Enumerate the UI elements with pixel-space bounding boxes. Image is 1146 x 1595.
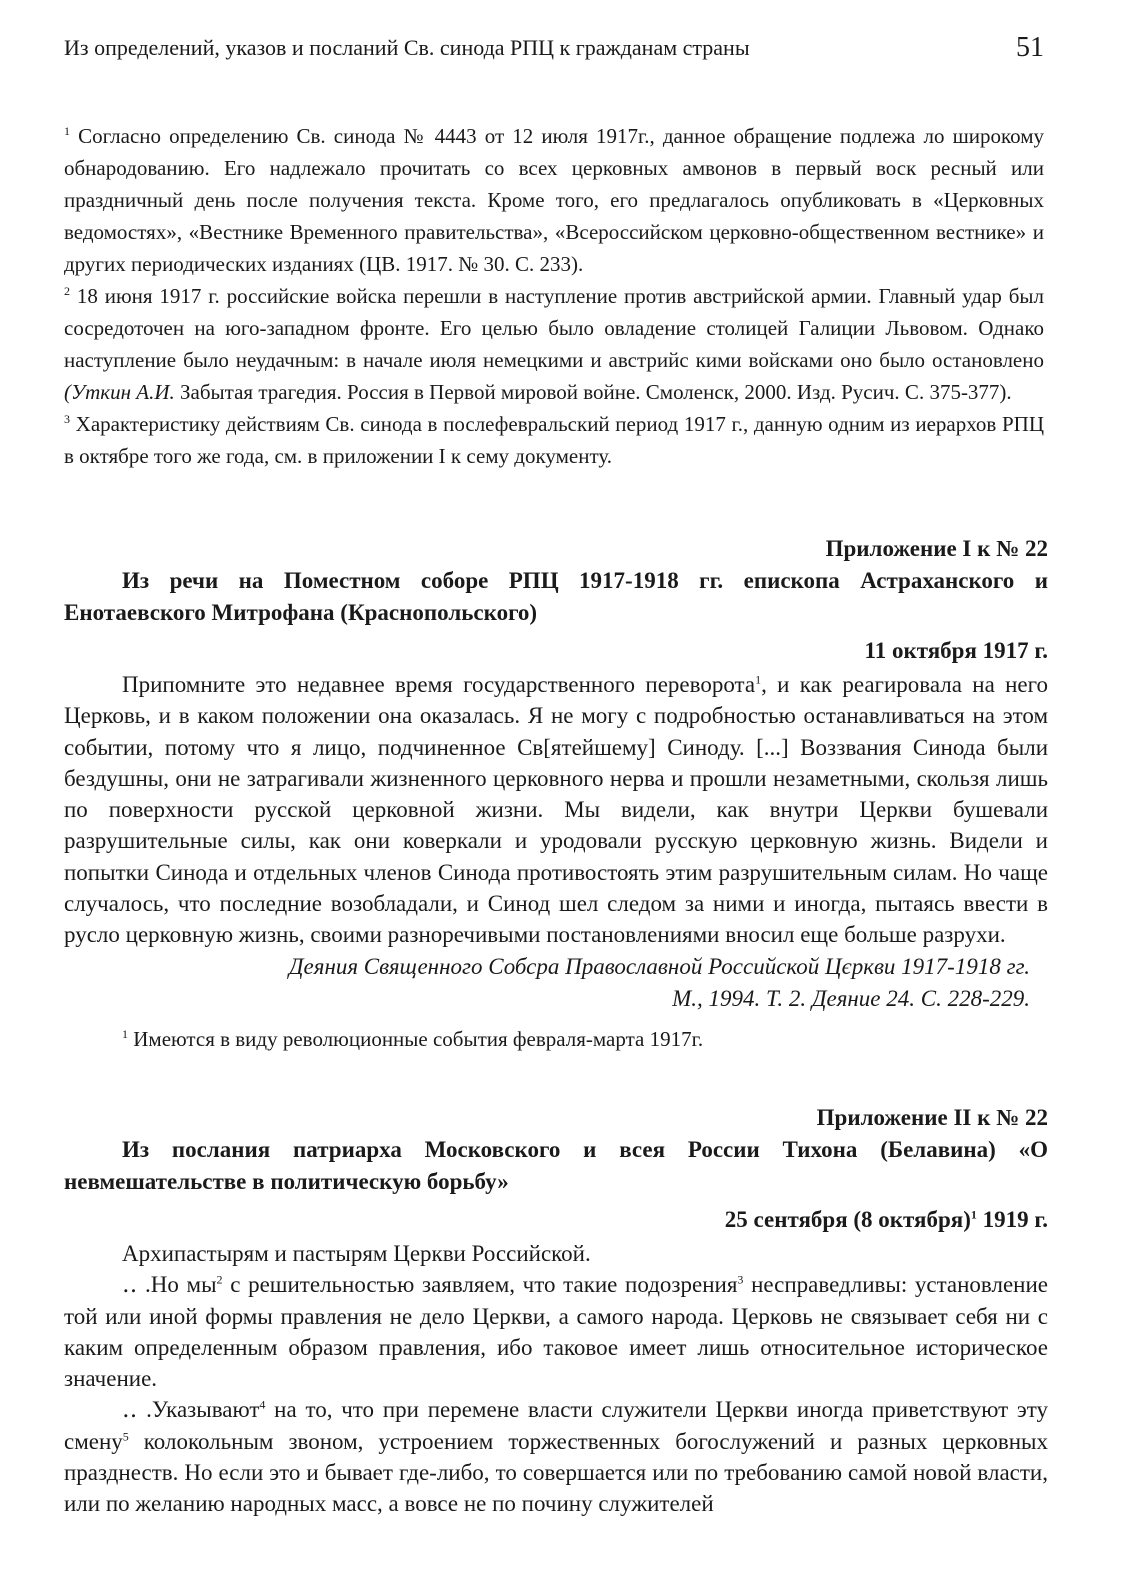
speech-text-part: , и как реагировала на него Церковь, и в каком положении она оказалась. Я не могу с подробностью останавливаться на этом событии, потому что я лицо, подчиненное Св[ятейшему] Синоду. [...] Воззвания Синода были бездушны, они не затрагивали жизненного церковного нерва и прошли незаметными, скользя лишь по поверхности русской церковной жизни. Мы видели, как внутри Церкви бушевали разрушительные силы, как они коверкали и уродовали русскую церковную жизнь. Видели и попытки Синода и отдельных членов Синода противостоять этим разрушительным силам. Но чаще случалось, что последние возобладали, и Синод шел следом за ними и иногда, пытаясь ввести в русло церковную жизнь, своими разноречивыми постановлениями вносил еще больше разрухи. [64,672,1048,948]
appendix-label: Приложение II к № 22 [816,1105,1048,1130]
note-2 [64,280,1044,408]
note-marker: 2 [64,284,70,298]
footnote-ref: 4 [259,1397,266,1412]
appendix-2 [64,1102,1048,1520]
footnote-ref: 1 [755,672,762,687]
footnote-text: Имеются в виду революционные события февраля-марта 1917г. [133,1026,704,1051]
speech-text [64,669,1048,951]
footnote-ref: 5 [122,1429,129,1444]
paragraph-part: колокольным звоном, устроением торжественных богослужений и разных церковных празднеств. Но если это и бывает где-либо, то совершается или по требованию самой новой власти, или по желанию народных масс, а вовсе не по почину служителей [64,1428,1048,1517]
note-citation: Забытая трагедия. Россия в Первой мировой войне. Смоленск, 2000. Изд. Русич. С. 375-377). [174,380,1012,404]
appendix-label: Приложение I к № 22 [825,536,1048,561]
footnote-ref: 2 [216,1272,223,1287]
note-text: 18 июня 1917 г. российские войска перешли в наступление против австрийской армии. Главный удар был сосредоточен на юго-западном фронте. Его целью было овладение столицей Галиции Львовом. Однако наступление было неудачным: в начале июля немецкими и австрийс кими войсками оно было остановлено [64,284,1044,372]
source-citation-line1: Деяния Священного Собсра Православной Российской Цєркви 1917-1918 гг. [288,953,1030,979]
paragraph-part: на то, что при перемене власти служители Церкви иногда приветствуют эту смену [64,1397,1049,1454]
running-title: Из определений, указов и посланий Св. синода РПЦ к гражданам страны [64,35,750,60]
note-1 [64,120,1044,280]
note-marker: 3 [64,412,70,426]
date-text: 1919 г. [976,1207,1048,1232]
footnote-ref: 3 [737,1272,744,1287]
page-number: 51 [1016,32,1044,63]
epistle-address: Архипастырям и пастырям Церкви Российской. [122,1241,591,1266]
footnote-marker: 1 [122,1026,128,1041]
date-text: 25 сентября (8 октября) [724,1207,971,1232]
editorial-notes [64,120,1044,472]
appendix-date: 11 октября 1917 г. [864,638,1048,663]
note-3 [64,408,1044,472]
note-text: Характеристику действиям Св. синода в послефевральский период 1917 г., данную одним из иерархов РПЦ в октябре того же года, см. в приложении I к сему документу. [64,412,1045,468]
note-text: Согласно определению Св. синода № 4443 от 12 июля 1917г., данное обращение подлежа ло широкому обнародованию. Его надлежало прочитать со всех церковных амвонов в первый воск ресный или праздничный день после получения текста. Кроме того, его предлагалось опубликовать в «Церковных ведомостях», «Вестнике Временного правительства», «Всероссийском церковно-общественном вестнике» и других периодических изданиях (ЦВ. 1917. № 30. С. 233). [64,124,1045,276]
paragraph-part: несправедливы: установление той или иной формы правления не дело Церкви, а самого народа. Церковь не связывает себя ни с каким определенным образом правления, ибо таковое имеет лишь относительное историческое значение. [64,1272,1048,1392]
source-citation-line2: М., 1994. Т. 2. Деяние 24. С. 228-229. [672,985,1030,1011]
paragraph-part: ‥ .Но мы [122,1272,217,1298]
running-header [64,30,1044,66]
appendix-title: Из послания патриарха Московского и всея России Тихона (Белавина) «О невмешательстве в политическую борьбу» [64,1137,1048,1194]
appendix-1 [64,533,1048,1055]
epistle-paragraph-2 [64,1394,1048,1519]
note-citation-author: (Уткин А.И. [64,380,175,404]
note-marker: 1 [64,124,70,138]
appendix-footnote [64,1023,1048,1055]
paragraph-part: с решительностью заявляем, что такие подозрения [222,1272,738,1298]
speech-text-part: Припомните это недавнее время государственного переворота [122,672,756,697]
epistle-paragraph-1 [64,1269,1048,1394]
appendix-title: Из речи на Поместном соборе РПЦ 1917-1918 гг. епископа Астраханского и Енотаевского Митрофана (Краснопольского) [64,568,1048,625]
footnote-ref: 1 [970,1207,977,1222]
appendix-date [64,1202,1048,1238]
paragraph-part: ‥ .Указывают [122,1397,260,1423]
